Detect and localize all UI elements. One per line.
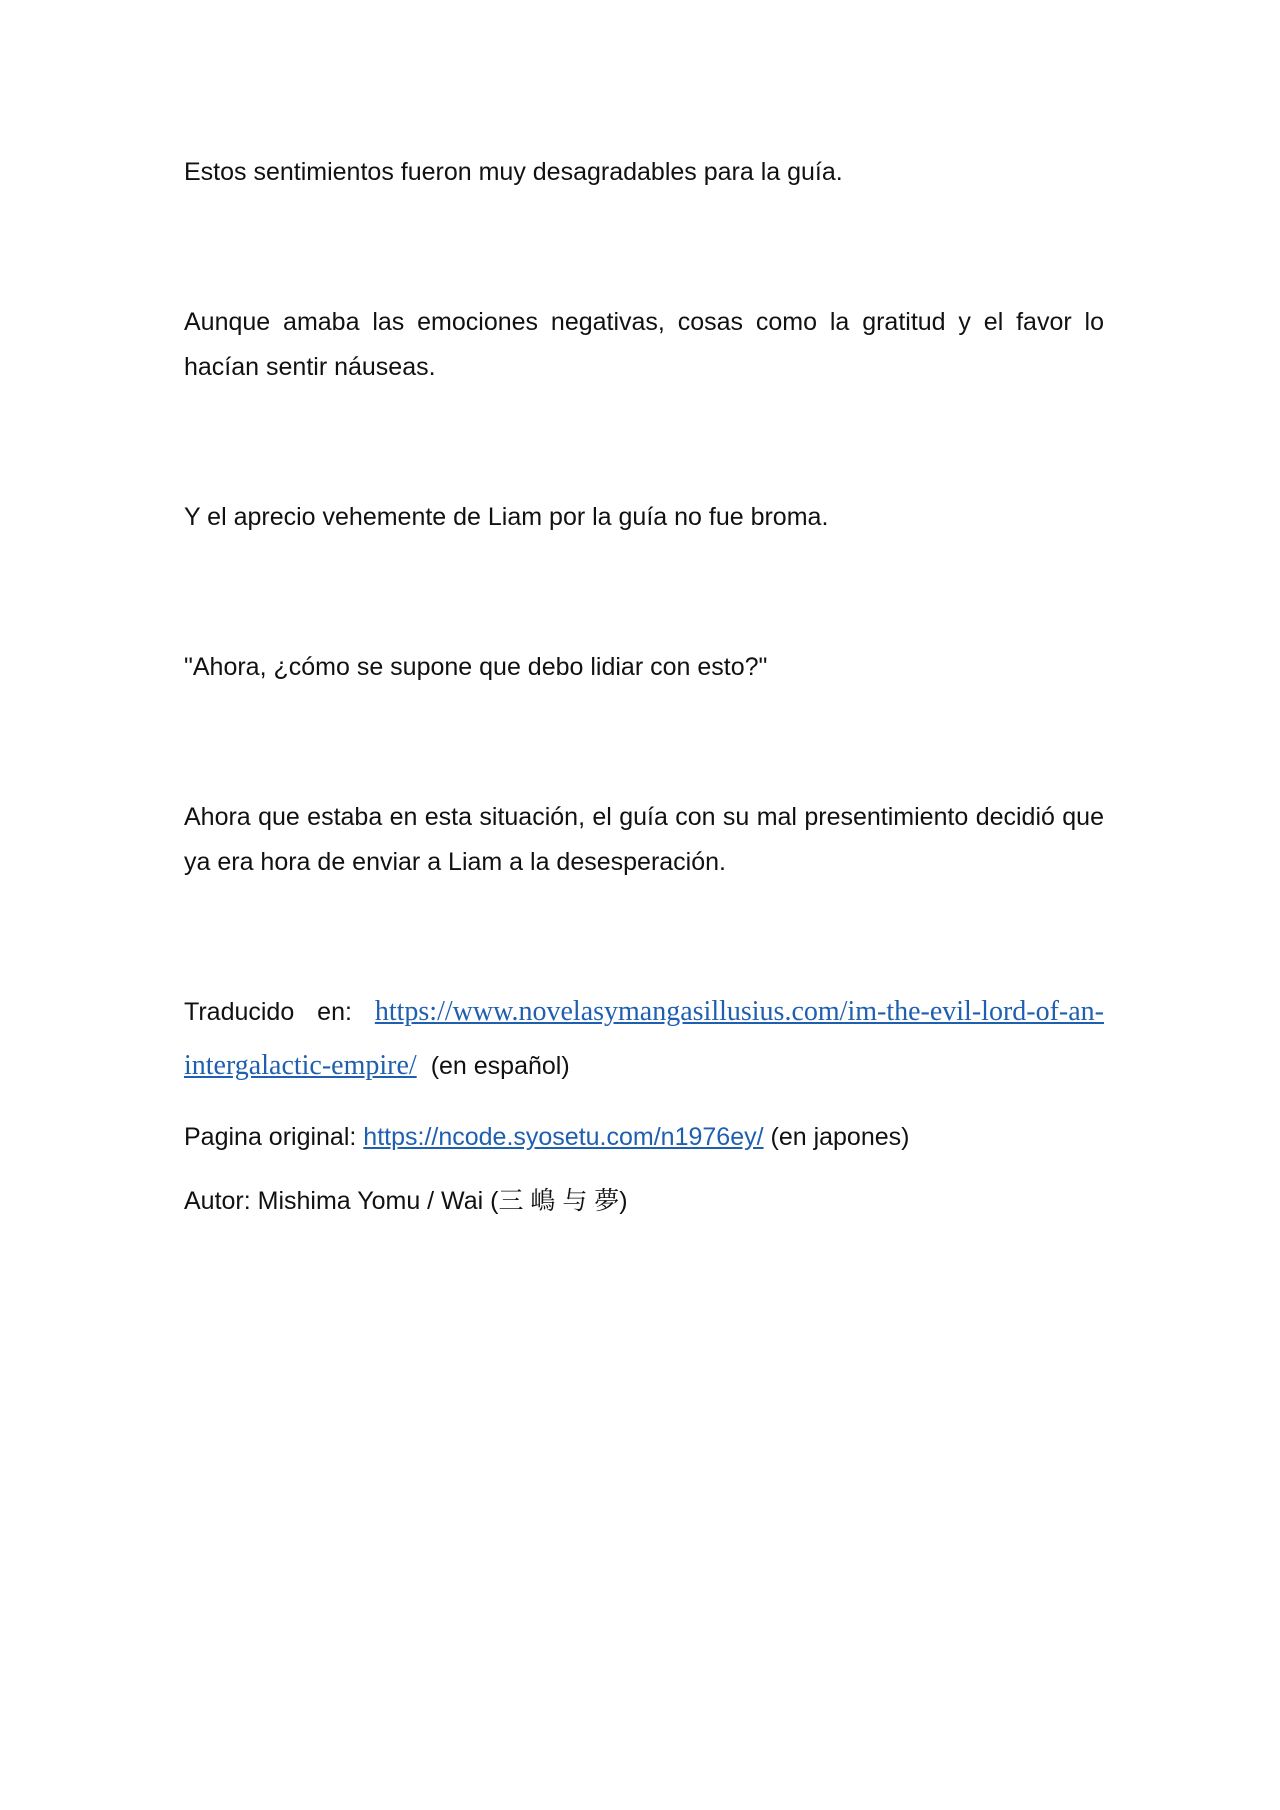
translated-suffix: (en español) [430, 1052, 570, 1080]
paragraph-gap [184, 690, 1104, 795]
paragraph-gap [184, 540, 1104, 645]
paragraph-2: Aunque amaba las emociones negativas, cosas como la gratitud y el favor lo hacían sentir náuseas. [184, 308, 1104, 381]
translated-link[interactable]: https://www.novelasymangasillusius.com/im-the-evil-lord-of-an-intergalactic-empire/ [184, 996, 1104, 1081]
paragraph-gap [184, 390, 1104, 495]
original-label: Pagina original: [184, 1123, 364, 1151]
paragraph-5: Ahora que estaba en esta situación, el guía con su mal presentimiento decidió que ya era hora de enviar a Liam a la desesperación. [184, 803, 1104, 876]
original-link[interactable]: https://ncode.syosetu.com/n1976ey/ [363, 1123, 764, 1151]
credits-section [184, 985, 1104, 1221]
translated-label: Traducido en: [184, 998, 375, 1026]
document-body [184, 150, 1104, 1221]
translated-credit [184, 985, 1104, 1093]
paragraph-3: Y el aprecio vehemente de Liam por la guía no fue broma. [184, 503, 829, 531]
paragraph-1: Estos sentimientos fueron muy desagradables para la guía. [184, 158, 843, 186]
paragraph-gap [184, 195, 1104, 300]
original-suffix: (en japones) [763, 1123, 910, 1151]
paragraph-4: "Ahora, ¿cómo se supone que debo lidiar con esto?" [184, 653, 768, 681]
author-credit: Autor: Mishima Yomu / Wai (三 嶋 与 夢) [184, 1187, 628, 1215]
original-credit [184, 1117, 1104, 1157]
